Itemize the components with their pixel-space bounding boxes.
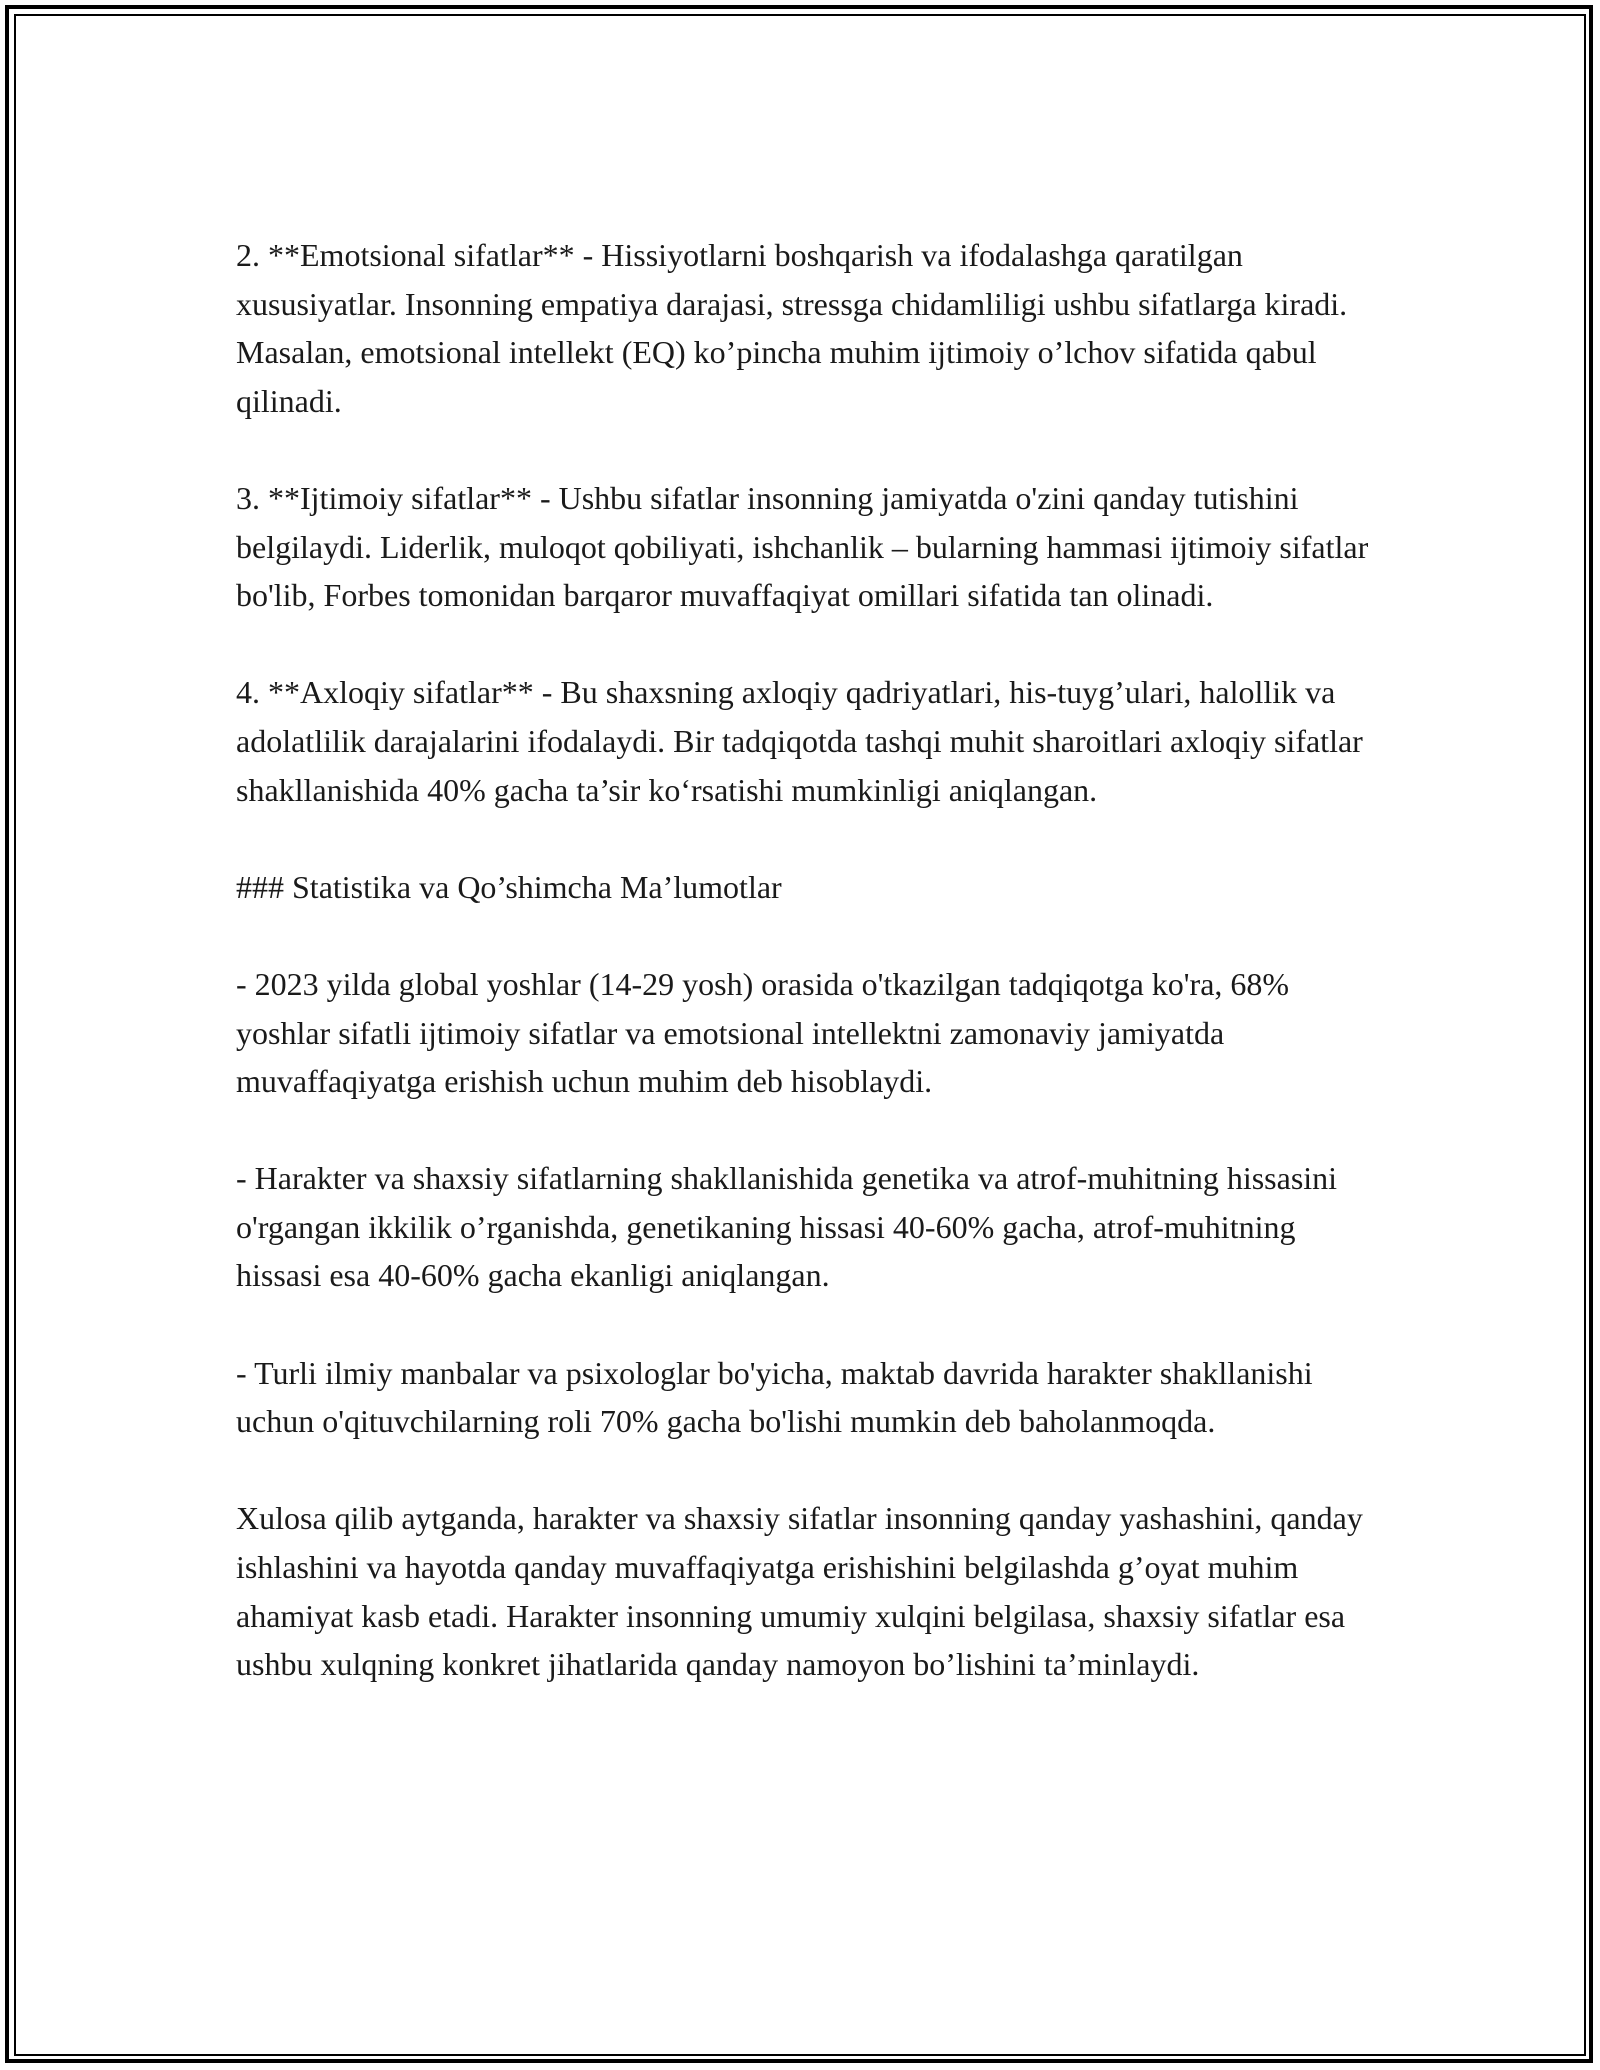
paragraph-conclusion: Xulosa qilib aytganda, harakter va shaxsiy sifatlar insonning qanday yashashini, qanday ishlashini va hayotda qanday muvaffaqiyatga erishishini belgilashda g’oyat muhim ahamiyat kasb etadi. Harakter insonning umumiy xulqini belgilasa, shaxsiy sifatlar esa ushbu xulqning konkret jihatlarida qanday namoyon bo’lishini ta’minlaydi. xyxy=(236,1500,1363,1683)
paragraph-moral-qualities: 4. **Axloqiy sifatlar** - Bu shaxsning axloqiy qadriyatlari, his-tuyg’ulari, halollik va adolatlilik darajalarini ifodalaydi. Bir tadqiqotda tashqi muhit sharoitlari axloqiy sifatlar shakllanishida 40% gacha ta’sir ko‘rsatishi mumkinligi aniqlangan. xyxy=(236,674,1363,808)
section-heading-statistics: ### Statistika va Qo’shimcha Ma’lumotlar xyxy=(236,868,782,905)
bullet-teacher-role: - Turli ilmiy manbalar va psixologlar bo'yicha, maktab davrida harakter shakllanishi uchun o'qituvchilarning roli 70% gacha bo'lishi mumkin deb baholanmoqda. xyxy=(236,1354,1313,1440)
paragraph-emotional-qualities: 2. **Emotsional sifatlar** - Hissiyotlarni boshqarish va ifodalashga qaratilgan xususiyatlar. Insonning empatiya darajasi, stressga chidamliligi ushbu sifatlarga kiradi. Masalan, emotsional intellekt (EQ) ko’pincha muhim ijtimoiy o’lchov sifatida qabul qilinadi. xyxy=(236,237,1348,419)
document-body xyxy=(236,231,1386,1689)
bullet-twin-study: - Harakter va shaxsiy sifatlarning shakllanishida genetika va atrof-muhitning hissasini o'rgangan ikkilik o’rganishda, genetikaning hissasi 40-60% gacha, atrof-muhitning hissasi esa 40-60% gacha ekanligi aniqlangan. xyxy=(236,1160,1338,1294)
bullet-youth-survey: - 2023 yilda global yoshlar (14-29 yosh) orasida o'tkazilgan tadqiqotga ko'ra, 68% yoshlar sifatli ijtimoiy sifatlar va emotsional intellektni zamonaviy jamiyatda muvaffaqiyatga erishish uchun muhim deb hisoblaydi. xyxy=(236,965,1290,1100)
paragraph-social-qualities: 3. **Ijtimoiy sifatlar** - Ushbu sifatlar insonning jamiyatda o'zini qanday tutishini belgilaydi. Liderlik, muloqot qobiliyati, ishchanlik – bularning hammasi ijtimoiy sifatlar bo'lib, Forbes tomonidan barqaror muvaffaqiyat omillari sifatida tan olinadi. xyxy=(236,479,1369,614)
